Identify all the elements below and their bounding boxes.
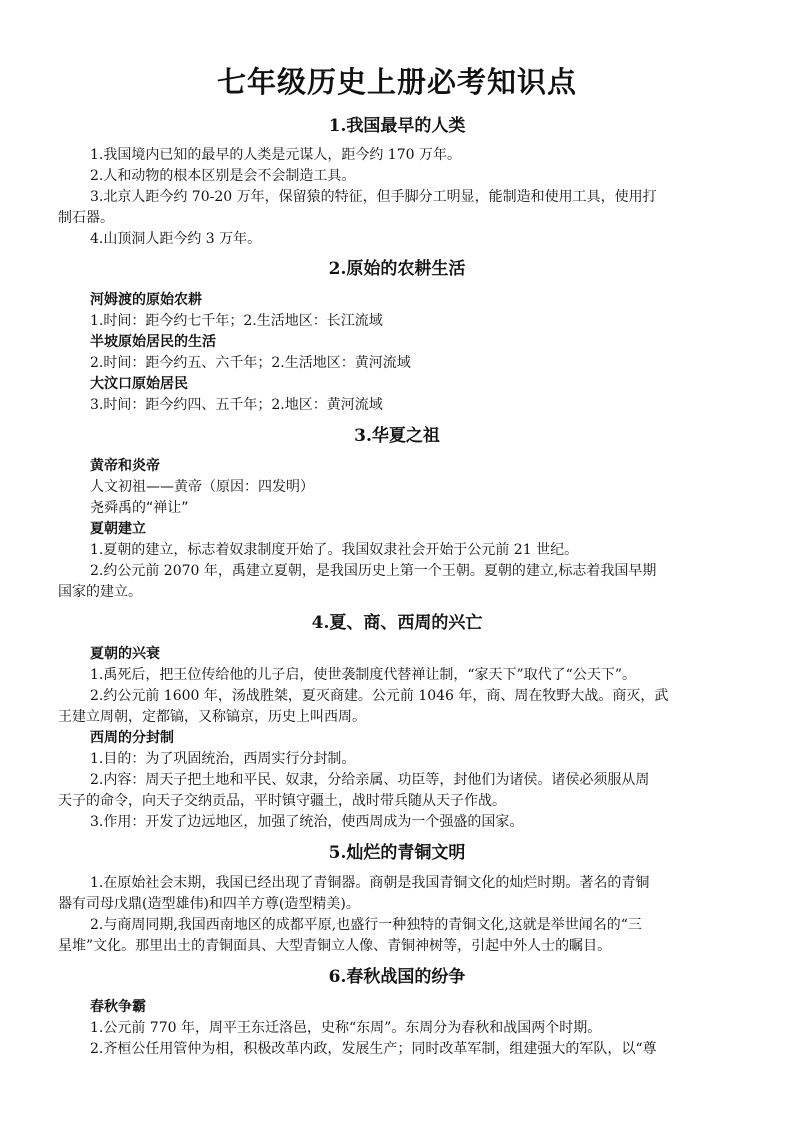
document-title: 七年级历史上册必考知识点 — [216, 65, 577, 99]
paragraph-line: 1.目的：为了巩固统治，西周实行分封制。 — [90, 751, 356, 767]
subheading: 大汶口原始居民 — [90, 376, 188, 392]
paragraph-line: 3.时间：距今约四、五千年；2.地区：黄河流域 — [90, 397, 383, 413]
paragraph-line: 2.内容：周天子把土地和平民、奴隶，分给亲属、功臣等，封他们为诸侯。诸侯必须服从周 — [90, 772, 650, 788]
section-heading: 6.春秋战国的纷争 — [328, 967, 466, 987]
section-heading: 3.华夏之祖 — [354, 426, 440, 446]
subheading: 河姆渡的原始农耕 — [90, 292, 202, 308]
paragraph-line: 星堆”文化。那里出土的青铜面具、大型青铜立人像、青铜神树等，引起中外人士的瞩目。 — [58, 938, 612, 954]
subheading: 夏朝建立 — [90, 521, 146, 537]
paragraph-line: 1.在原始社会末期，我国已经出现了青铜器。商朝是我国青铜文化的灿烂时期。著名的青铜 — [90, 875, 650, 891]
section-heading: 1.我国最早的人类 — [328, 116, 466, 136]
paragraph-line: 王建立周朝，定都镐，又称镐京，历史上叫西周。 — [58, 709, 366, 725]
paragraph-line: 尧舜禹的“禅让” — [90, 500, 189, 516]
subheading: 春秋争霸 — [90, 999, 146, 1015]
paragraph-line: 3.北京人距今约 70-20 万年，保留猿的特征，但手脚分工明显，能制造和使用工具，使用打 — [90, 189, 657, 205]
paragraph-line: 2.与商周同期,我国西南地区的成都平原,也盛行一种独特的青铜文化,这就是举世闻名的“三 — [90, 917, 642, 933]
subheading: 黄帝和炎帝 — [90, 458, 160, 474]
subheading: 夏朝的兴衰 — [90, 646, 160, 662]
paragraph-line: 4.山顶洞人距今约 3 万年。 — [90, 231, 262, 247]
paragraph-line: 2.时间：距今约五、六千年；2.生活地区：黄河流域 — [90, 355, 411, 371]
subheading: 西周的分封制 — [90, 730, 174, 746]
paragraph-line: 人文初祖——黄帝（原因：四发明） — [90, 479, 314, 495]
paragraph-line: 国家的建立。 — [58, 584, 142, 600]
subheading: 半坡原始居民的生活 — [90, 334, 216, 350]
paragraph-line: 1.时间：距今约七千年；2.生活地区：长江流域 — [90, 313, 383, 329]
section-heading: 4.夏、商、西周的兴亡 — [311, 613, 483, 633]
paragraph-line: 3.作用：开发了边远地区，加强了统治，使西周成为一个强盛的国家。 — [90, 814, 524, 830]
paragraph-line: 2.齐桓公任用管仲为相，积极改革内政，发展生产；同时改革军制，组建强大的军队，以“尊 — [90, 1041, 657, 1057]
section-heading: 2.原始的农耕生活 — [328, 259, 466, 279]
section-heading: 5.灿烂的青铜文明 — [328, 843, 466, 863]
paragraph-line: 1.夏朝的建立，标志着奴隶制度开始了。我国奴隶社会开始于公元前 21 世纪。 — [90, 542, 579, 558]
paragraph-line: 1.我国境内已知的最早的人类是元谋人，距今约 170 万年。 — [90, 147, 461, 163]
paragraph-line: 2.约公元前 1600 年，汤战胜桀，夏灭商建。公元前 1046 年，商、周在牧野大战。商灭，武 — [90, 688, 669, 704]
paragraph-line: 1.公元前 770 年，周平王东迁洛邑，史称“东周”。东周分为春秋和战国两个时期。 — [90, 1020, 602, 1036]
paragraph-line: 天子的命令，向天子交纳贡品，平时镇守疆土，战时带兵随从天子作战。 — [58, 793, 506, 809]
paragraph-line: 2.人和动物的根本区别是会不会制造工具。 — [90, 168, 356, 184]
paragraph-line: 器有司母戊鼎(造型雄伟)和四羊方尊(造型精美)。 — [58, 896, 360, 912]
paragraph-line: 制石器。 — [58, 210, 114, 226]
paragraph-line: 1.禹死后，把王位传给他的儿子启，使世袭制度代替禅让制，“家天下”取代了“公天下”。 — [90, 667, 636, 683]
paragraph-line: 2.约公元前 2070 年，禹建立夏朝，是我国历史上第一个王朝。夏朝的建立,标志着我国早期 — [90, 563, 657, 579]
